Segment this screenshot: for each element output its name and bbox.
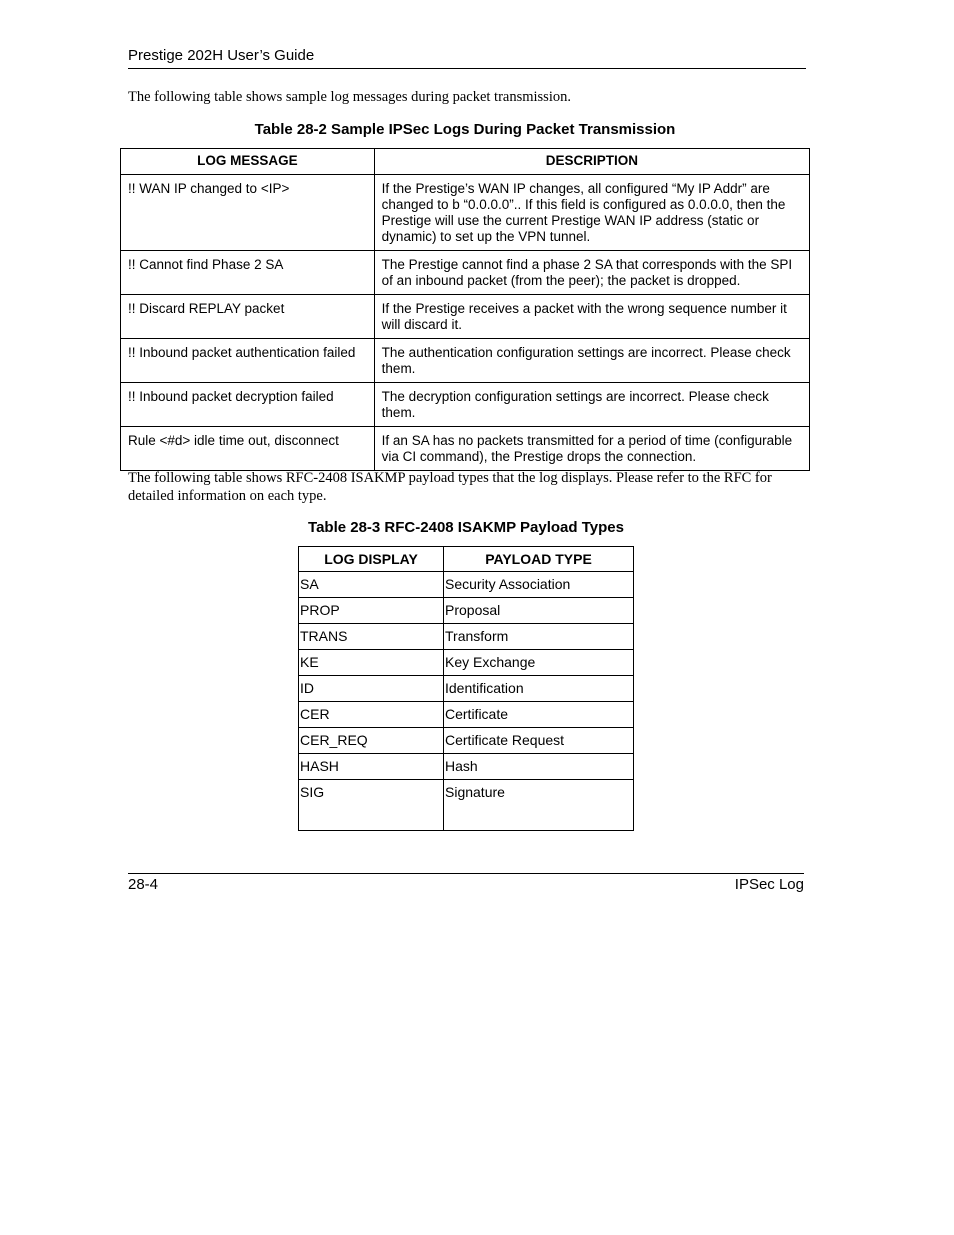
log-display-cell: CER_REQ (299, 728, 444, 754)
intro-paragraph-2: The following table shows RFC-2408 ISAKMP payload types that the log displays. Please refer to the RFC for detailed information on each type. (128, 470, 772, 504)
payload-type-cell: Hash (444, 754, 634, 780)
intro-paragraph-1: The following table shows sample log messages during packet transmission. (128, 89, 571, 105)
table-row (299, 702, 634, 728)
table-row (299, 728, 634, 754)
column-header-payload-type: PAYLOAD TYPE (444, 547, 634, 572)
table-header-row (299, 547, 634, 572)
log-display-cell: KE (299, 650, 444, 676)
log-display-cell: ID (299, 676, 444, 702)
log-display-cell: HASH (299, 754, 444, 780)
description-cell: The decryption configuration settings are incorrect. Please check them. (374, 383, 809, 427)
table-row (121, 295, 810, 339)
table-row (299, 676, 634, 702)
table-header-row (121, 149, 810, 175)
column-header-description: DESCRIPTION (374, 149, 809, 175)
log-message-cell: !! Inbound packet authentication failed (121, 339, 375, 383)
description-cell: If the Prestige receives a packet with the wrong sequence number it will discard it. (374, 295, 809, 339)
log-display-cell: SIG (299, 780, 444, 831)
payload-type-cell: Proposal (444, 598, 634, 624)
log-message-cell: !! WAN IP changed to <IP> (121, 175, 375, 251)
description-cell: If an SA has no packets transmitted for a period of time (configurable via CI command), the Prestige drops the connection. (374, 427, 809, 471)
table-row (299, 754, 634, 780)
payload-types-table (298, 546, 634, 831)
log-display-cell: SA (299, 572, 444, 598)
footer-section-title: IPSec Log (734, 876, 804, 893)
payload-type-cell: Transform (444, 624, 634, 650)
payload-type-cell: Identification (444, 676, 634, 702)
table-row (121, 427, 810, 471)
column-header-log-message: LOG MESSAGE (121, 149, 375, 175)
page-footer (128, 873, 804, 895)
payload-type-cell: Security Association (444, 572, 634, 598)
table1-caption: Table 28-2 Sample IPSec Logs During Packet Transmission (254, 121, 676, 138)
log-message-cell: !! Cannot find Phase 2 SA (121, 251, 375, 295)
column-header-log-display: LOG DISPLAY (299, 547, 444, 572)
payload-type-cell: Key Exchange (444, 650, 634, 676)
log-message-cell: !! Discard REPLAY packet (121, 295, 375, 339)
table-row (299, 598, 634, 624)
table-row (299, 572, 634, 598)
table-row (121, 251, 810, 295)
page-header (128, 46, 806, 69)
table-row (299, 780, 634, 831)
table-row (299, 624, 634, 650)
payload-type-cell: Certificate Request (444, 728, 634, 754)
description-cell: The authentication configuration settings are incorrect. Please check them. (374, 339, 809, 383)
ipsec-log-table (120, 148, 810, 471)
table-row (121, 175, 810, 251)
log-display-cell: PROP (299, 598, 444, 624)
page-number: 28-4 (128, 876, 159, 893)
payload-type-cell: Certificate (444, 702, 634, 728)
log-message-cell: Rule <#d> idle time out, disconnect (121, 427, 375, 471)
table-row (121, 339, 810, 383)
log-message-cell: !! Inbound packet decryption failed (121, 383, 375, 427)
table-row (121, 383, 810, 427)
table-row (299, 650, 634, 676)
log-display-cell: CER (299, 702, 444, 728)
description-cell: If the Prestige’s WAN IP changes, all configured “My IP Addr” are changed to b “0.0.0.0”.. If this field is configured as 0.0.0.0, then the Prestige will use the current Prestige WAN IP address (static or dynamic) to set up the VPN tunnel. (374, 175, 809, 251)
table2-caption: Table 28-3 RFC-2408 ISAKMP Payload Types (308, 519, 624, 536)
log-display-cell: TRANS (299, 624, 444, 650)
header-title: Prestige 202H User’s Guide (128, 47, 315, 64)
payload-type-cell: Signature (444, 780, 634, 831)
description-cell: The Prestige cannot find a phase 2 SA that corresponds with the SPI of an inbound packet (from the peer); the packet is dropped. (374, 251, 809, 295)
